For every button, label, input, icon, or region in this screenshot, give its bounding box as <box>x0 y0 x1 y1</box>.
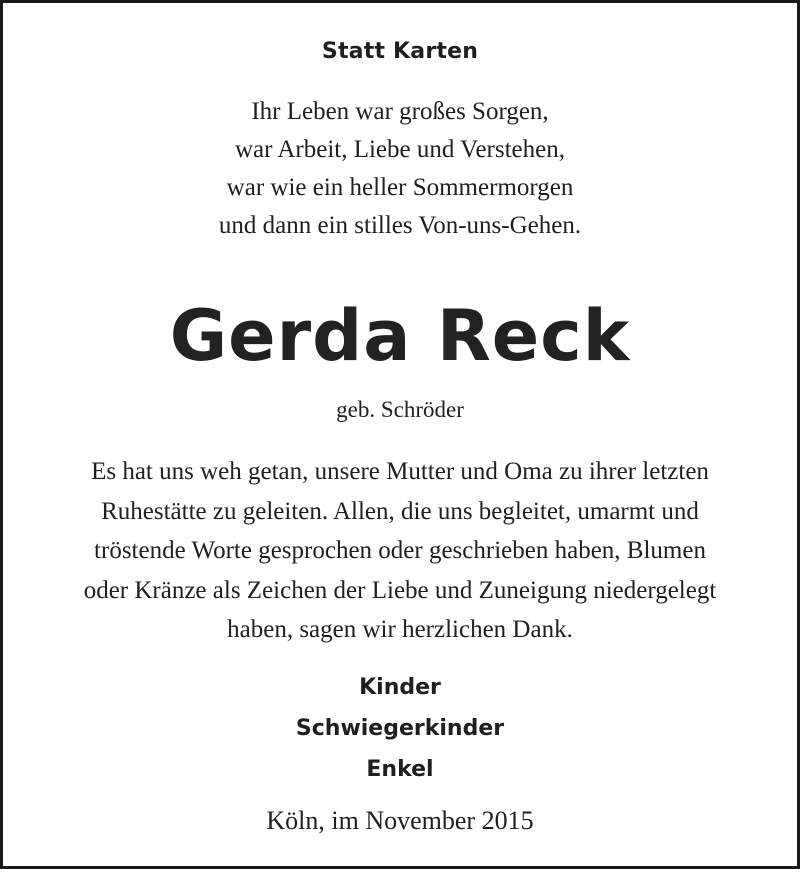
thank-you-message <box>3 452 797 650</box>
poem-line: war Arbeit, Liebe und Verstehen, <box>235 136 565 163</box>
family-member-group: Enkel <box>366 757 434 782</box>
message-line: tröstende Worte gesprochen oder geschrieben haben, Blumen <box>94 537 706 564</box>
poem-line: und dann ein stilles Von-uns-Gehen. <box>218 212 582 239</box>
memorial-poem <box>3 93 797 245</box>
message-line: haben, sagen wir herzlichen Dank. <box>227 616 573 643</box>
message-line: Es hat uns weh getan, unsere Mutter und Oma zu ihrer letzten <box>91 458 709 485</box>
message-line: oder Kränze als Zeichen der Liebe und Zuneigung niedergelegt <box>83 576 717 604</box>
poem-line: war wie ein heller Sommermorgen <box>226 174 574 201</box>
family-member-group: Kinder <box>359 675 441 700</box>
place-and-date: Köln, im November 2015 <box>266 806 534 835</box>
family-signatures <box>3 667 797 790</box>
poem-line: Ihr Leben war großes Sorgen, <box>251 98 549 125</box>
deceased-name: Gerda Reck <box>169 295 631 377</box>
family-member-group: Schwiegerkinder <box>295 716 505 741</box>
message-line: Ruhestätte zu geleiten. Allen, die uns begleitet, umarmt und <box>101 497 699 525</box>
notice-header: Statt Karten <box>321 39 479 64</box>
maiden-name: geb. Schröder <box>336 397 464 422</box>
